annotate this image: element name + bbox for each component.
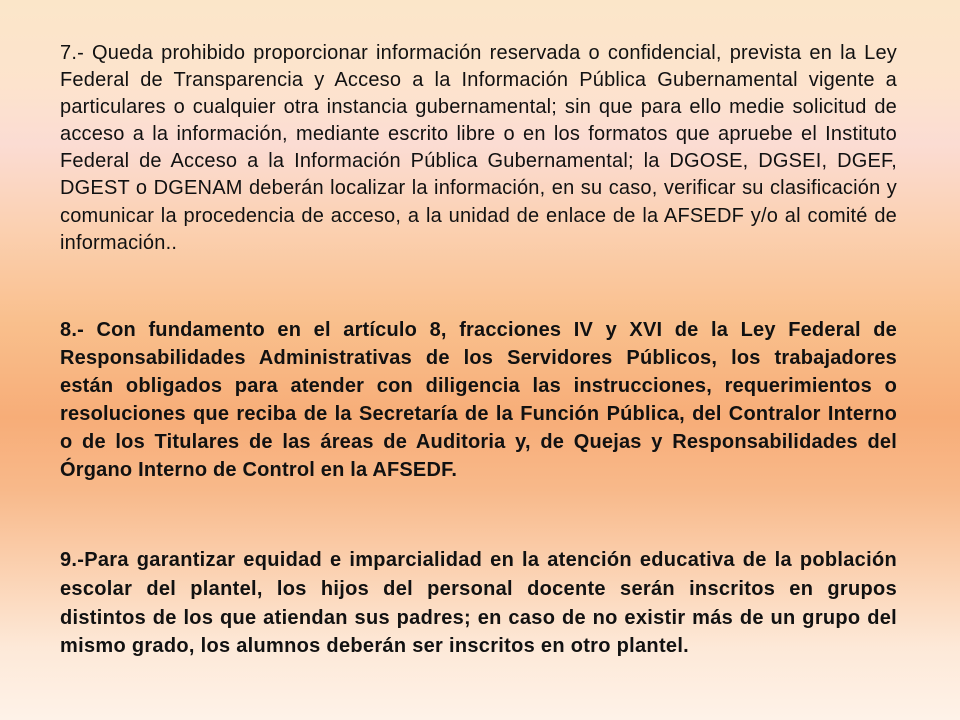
paragraph-9: 9.-Para garantizar equidad e imparcialidad en la atención educativa de la población escolar del plantel, los hijos del personal docente serán inscritos en grupos distintos de los que atiendan sus padres; en caso de no existir más de un grupo del mismo grado, los alumnos deberán ser inscritos en otro plantel. bbox=[60, 549, 897, 658]
paragraph-7: 7.- Queda prohibido proporcionar información reservada o confidencial, prevista en la Ley Federal de Transparencia y Acceso a la Información Pública Gubernamental vigente a particulares o cualquier otra instancia gubernamental; sin que para ello medie solicitud de acceso a la información, mediante escrito libre o en los formatos que apruebe el Instituto Federal de Acceso a la Información Pública Gubernamental; la DGOSE, DGSEI, DGEF, DGEST o DGENAM deberán localizar la información, en su caso, verificar su clasificación y comunicar la procedencia de acceso, a la unidad de enlace de la AFSEDF y/o al comité de información.. bbox=[60, 42, 897, 254]
paragraph-8: 8.- Con fundamento en el artículo 8, fracciones IV y XVI de la Ley Federal de Responsabilidades Administrativas de los Servidores Públicos, los trabajadores están obligados para atender con diligencia las instrucciones, requerimientos o resoluciones que reciba de la Secretaría de la Función Pública, del Contralor Interno o de los Titulares de las áreas de Auditoria y, de Quejas y Responsabilidades del Órgano Interno de Control en la AFSEDF. bbox=[60, 319, 897, 481]
